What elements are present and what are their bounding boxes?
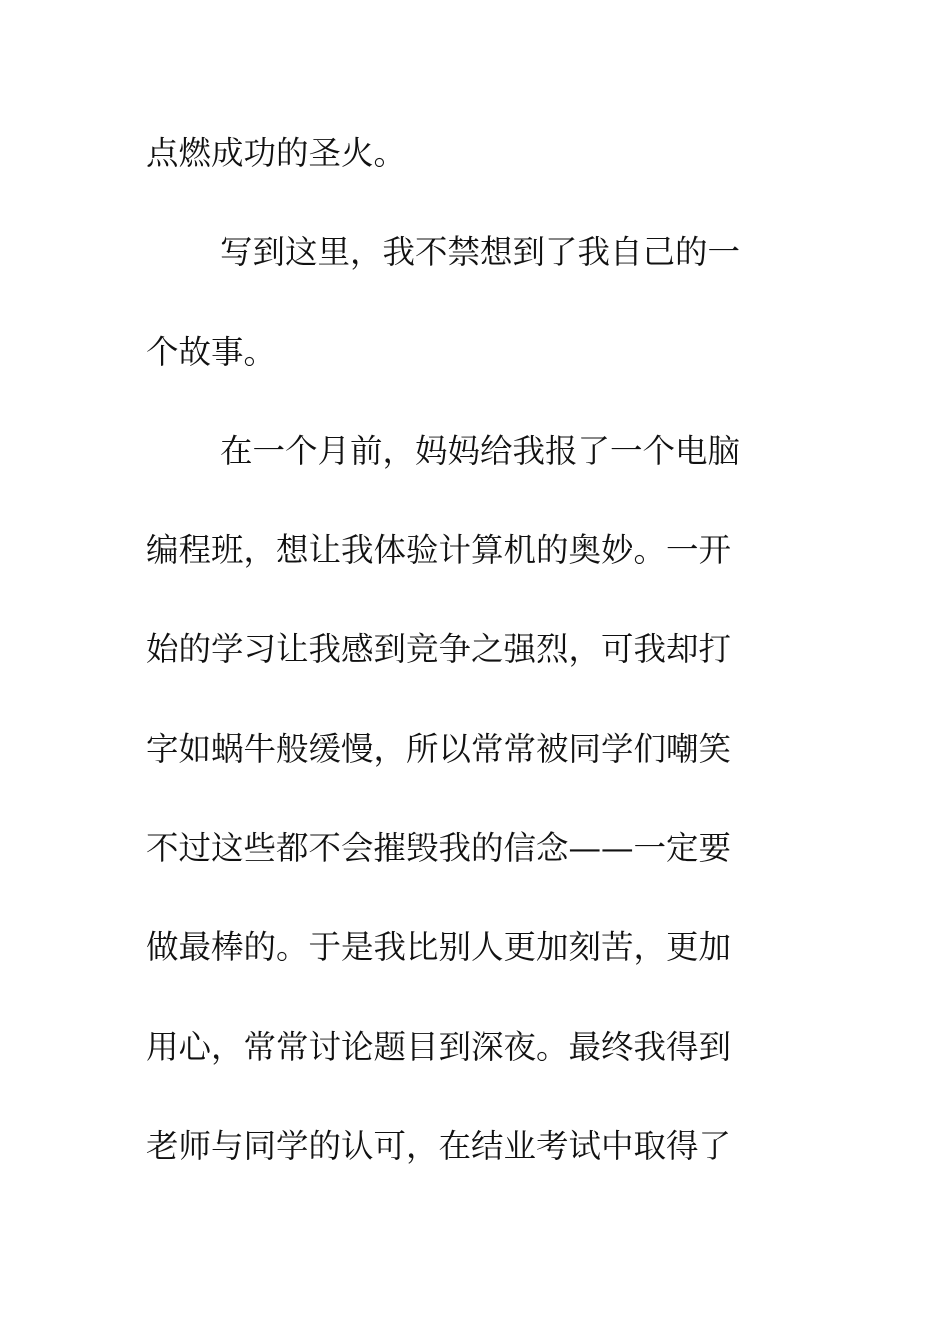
paragraph-start-line: 写到这里，我不禁想到了我自己的一 bbox=[220, 233, 741, 272]
text-line: 老师与同学的认可，在结业考试中取得了 bbox=[146, 1126, 732, 1165]
document-body bbox=[146, 121, 806, 1213]
text-line: 字如蜗牛般缓慢，所以常常被同学们嘲笑 bbox=[146, 729, 732, 768]
text-line: 点燃成功的圣火。 bbox=[146, 134, 407, 172]
text-line: 不过这些都不会摧毁我的信念——一定要 bbox=[146, 829, 732, 868]
text-line: 编程班，想让我体验计算机的奥妙。一开 bbox=[146, 531, 732, 570]
text-line: 做最棒的。于是我比别人更加刻苦，更加 bbox=[146, 928, 732, 967]
text-line: 个故事。 bbox=[146, 332, 277, 371]
paragraph-start-line: 在一个月前，妈妈给我报了一个电脑 bbox=[220, 431, 741, 470]
text-line: 始的学习让我感到竞争之强烈，可我却打 bbox=[146, 630, 732, 669]
text-line: 用心，常常讨论题目到深夜。最终我得到 bbox=[146, 1027, 732, 1066]
